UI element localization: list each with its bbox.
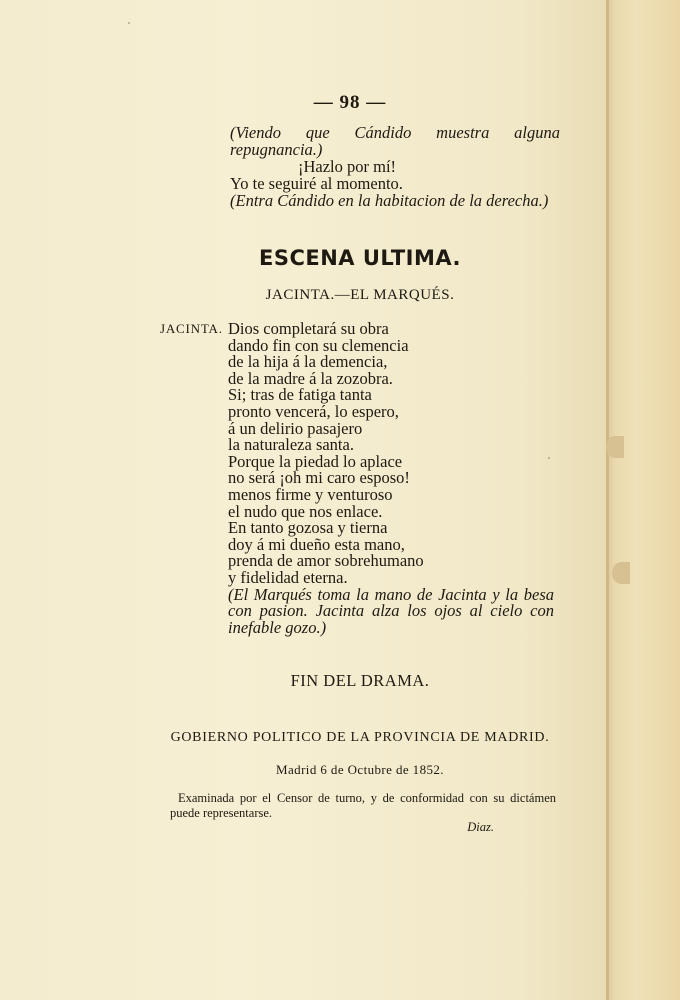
end-of-drama: FIN DEL DRAMA. <box>290 671 430 690</box>
verse-line: de la hija á la demencia, <box>228 352 388 372</box>
scene-title: ESCENA ULTIMA. <box>259 246 461 270</box>
dialogue-block <box>230 158 560 192</box>
verse-line: no será ¡oh mi caro esposo! <box>228 468 410 488</box>
verse-line: á un delirio pasajero <box>228 418 363 438</box>
stage-direction-exit: (Entra Cándido en la habitacion de la derecha.) <box>230 191 549 210</box>
verse-line: y fidelidad eterna. <box>228 567 348 587</box>
verse-line: Dios completará su obra <box>228 319 389 338</box>
verse-line: En tanto gozosa y tierna <box>228 518 388 538</box>
speaker-name: JACINTA. <box>160 321 223 336</box>
verse-line: Porque la piedad lo aplace <box>228 451 403 471</box>
approval-date: Madrid 6 de Octubre de 1852. <box>276 762 444 777</box>
page-number: — 98 — <box>313 92 387 113</box>
paper-speck <box>128 22 130 24</box>
censor-note: Examinada por el Censor de turno, y de conformidad con su dictámen puede representarse. <box>170 791 556 820</box>
verse-line: doy á mi dueño esta mano, <box>228 534 405 554</box>
binding-notch-bottom <box>612 562 630 584</box>
verse-line: pronto vencerá, lo espero, <box>228 401 399 421</box>
verse-line: el nudo que nos enlace. <box>228 501 383 521</box>
underlying-page-edge <box>606 0 680 1000</box>
government-heading: GOBIERNO POLITICO DE LA PROVINCIA DE MADRID. <box>170 730 550 745</box>
dialogue-line: ¡Hazlo por mí! <box>298 157 397 176</box>
stage-direction-reluctance: (Viendo que Cándido muestra alguna repugnancia.) <box>230 123 560 159</box>
verse-line: Si; tras de fatiga tanta <box>228 385 372 405</box>
scene-characters: JACINTA.—EL MARQUÉS. <box>265 287 455 303</box>
censor-signature: Diaz. <box>467 820 494 834</box>
dialogue-line: Yo te seguiré al momento. <box>230 174 403 193</box>
verse-block <box>228 321 568 636</box>
verse-line: de la madre á la zozobra. <box>228 368 393 388</box>
verse-line: la naturaleza santa. <box>228 435 354 455</box>
verse-line: prenda de amor sobrehumano <box>228 551 424 571</box>
binding-notch-top <box>606 436 624 458</box>
page-fold-line <box>606 0 609 1000</box>
verse-line: dando fin con su clemencia <box>228 335 409 355</box>
stage-direction-final: (El Marqués toma la mano de Jacinta y la besa con pasion. Jacinta alza los ojos al cielo con inefable gozo.) <box>228 584 554 637</box>
verse-line: menos firme y venturoso <box>228 484 393 504</box>
